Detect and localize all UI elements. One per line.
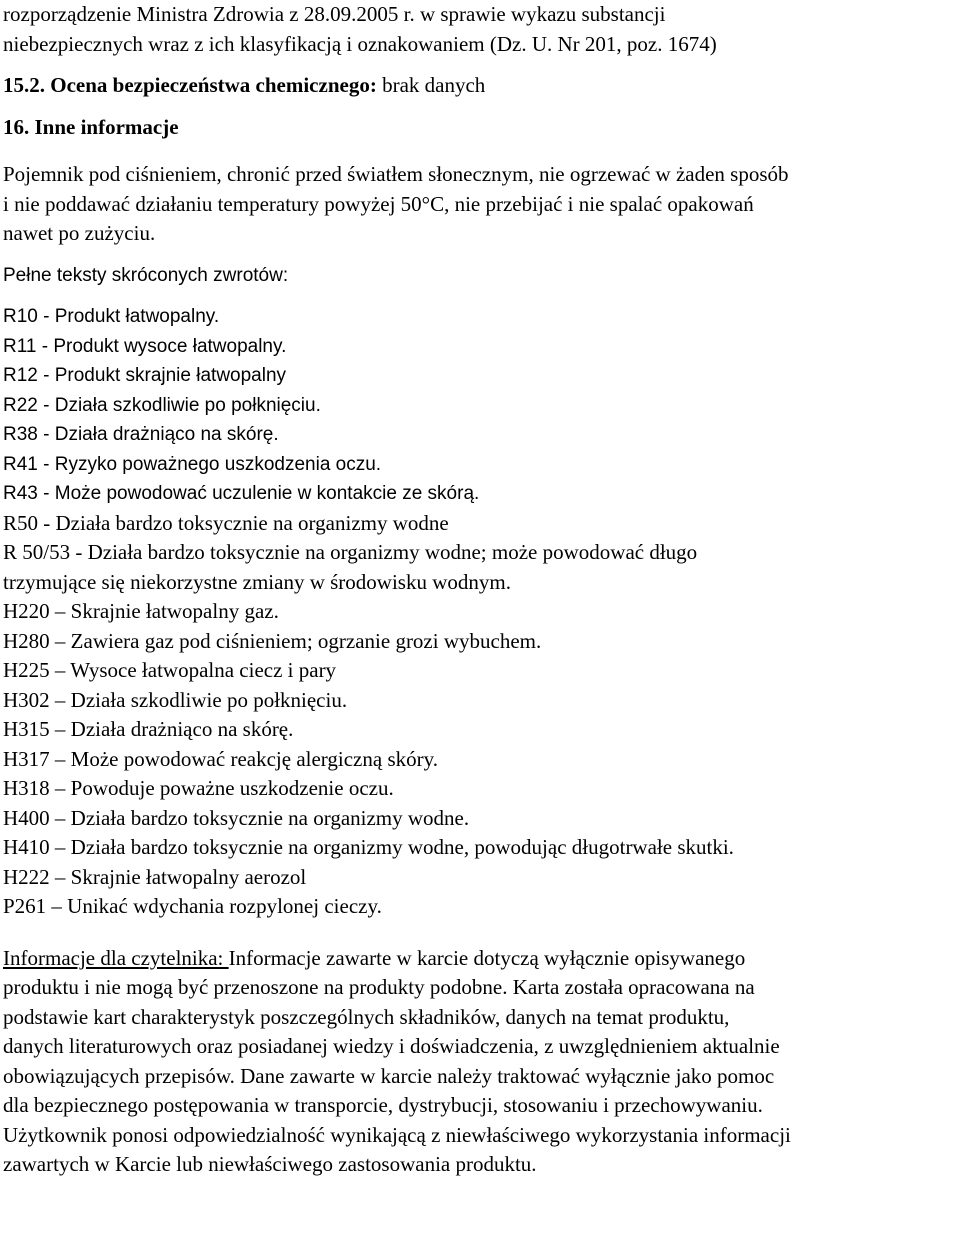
- reader-info-first-line: [3, 944, 957, 974]
- r-phrase-list-environment: [3, 509, 957, 598]
- h-phrase-list: [3, 597, 957, 922]
- text-line: niebezpiecznych wraz z ich klasyfikacją i oznakowaniem (Dz. U. Nr 201, poz. 1674): [3, 31, 717, 56]
- r-phrase: R22 - Działa szkodliwie po połknięciu.: [3, 394, 321, 416]
- section-15-2: [3, 71, 957, 101]
- phrases-heading: Pełne teksty skróconych zwrotów:: [3, 264, 289, 286]
- h-phrase: H317 – Może powodować reakcję alergiczną skóry.: [3, 746, 439, 771]
- r-phrase: R 50/53 - Działa bardzo toksycznie na organizmy wodne; może powodować długo: [3, 540, 698, 564]
- reader-info-text: Informacje zawarte w karcie dotyczą wyłącznie opisywanego: [228, 945, 746, 970]
- r-phrase-list: [3, 302, 957, 509]
- reader-info-line: obowiązujących przepisów. Dane zawarte w karcie należy traktować wyłącznie jako pomoc: [3, 1063, 775, 1088]
- r-phrase: R11 - Produkt wysoce łatwopalny.: [3, 335, 287, 357]
- r-phrase: R50 - Działa bardzo toksycznie na organizmy wodne: [3, 510, 449, 535]
- reader-info-line: podstawie kart charakterystyk poszczególnych składników, danych na temat produktu,: [3, 1004, 730, 1029]
- h-phrase: H315 – Działa drażniąco na skórę.: [3, 717, 294, 741]
- r-phrase: R10 - Produkt łatwopalny.: [3, 306, 220, 327]
- section-15-2-heading: 15.2. Ocena bezpieczeństwa chemicznego:: [3, 73, 377, 97]
- paragraph-line: Pojemnik pod ciśnieniem, chronić przed światłem słonecznym, nie ogrzewać w żaden sposób: [3, 162, 789, 186]
- reader-info-label: Informacje dla czytelnika:: [3, 945, 229, 970]
- h-phrase: H410 – Działa bardzo toksycznie na organizmy wodne, powodując długotrwałe skutki.: [3, 835, 734, 859]
- h-phrase: H220 – Skrajnie łatwopalny gaz.: [3, 599, 279, 623]
- paragraph-line: i nie poddawać działaniu temperatury powyżej 50°C, nie przebijać i nie spalać opakowań: [3, 191, 754, 216]
- r-phrase: trzymujące się niekorzystne zmiany w środowisku wodnym.: [3, 569, 511, 594]
- h-phrase: H280 – Zawiera gaz pod ciśnieniem; ogrzanie grozi wybuchem.: [3, 628, 542, 653]
- reader-info-line: zawartych w Karcie lub niewłaściwego zastosowania produktu.: [3, 1152, 537, 1176]
- top-text: [3, 0, 957, 59]
- h-phrase: H302 – Działa szkodliwie po połknięciu.: [3, 687, 348, 712]
- reader-info-line: danych literaturowych oraz posiadanej wiedzy i doświadczenia, z uwzględnieniem aktualnie: [3, 1034, 780, 1058]
- section-15-2-value: brak danych: [376, 73, 486, 97]
- r-phrase: R12 - Produkt skrajnie łatwopalny: [3, 365, 287, 386]
- h-phrase: H400 – Działa bardzo toksycznie na organizmy wodne.: [3, 805, 470, 830]
- paragraph-line: nawet po zużyciu.: [3, 221, 156, 245]
- section-16-heading: 16. Inne informacje: [3, 114, 179, 139]
- text-line: rozporządzenie Ministra Zdrowia z 28.09.2005 r. w sprawie wykazu substancji: [3, 2, 666, 26]
- storage-paragraph: [3, 160, 957, 249]
- document-page: [3, 0, 957, 1180]
- h-phrase: H225 – Wysoce łatwopalna ciecz i pary: [3, 658, 337, 682]
- h-phrase: H318 – Powoduje poważne uszkodzenie oczu.: [3, 776, 394, 800]
- r-phrase: R38 - Działa drażniąco na skórę.: [3, 424, 279, 445]
- r-phrase: R41 - Ryzyko poważnego uszkodzenia oczu.: [3, 453, 382, 475]
- h-phrase: H222 – Skrajnie łatwopalny aerozol: [3, 864, 307, 889]
- r-phrase: R43 - Może powodować uczulenie w kontakcie ze skórą.: [3, 483, 480, 504]
- p-phrase: P261 – Unikać wdychania rozpylonej cieczy.: [3, 894, 382, 918]
- reader-info-line: Użytkownik ponosi odpowiedzialność wynikającą z niewłaściwego wykorzystania informacji: [3, 1122, 791, 1147]
- reader-info-line: produktu i nie mogą być przenoszone na produkty podobne. Karta została opracowana na: [3, 975, 755, 999]
- reader-info-line: dla bezpiecznego postępowania w transporcie, dystrybucji, stosowaniu i przechowywaniu.: [3, 1093, 763, 1117]
- reader-info: [3, 944, 957, 1180]
